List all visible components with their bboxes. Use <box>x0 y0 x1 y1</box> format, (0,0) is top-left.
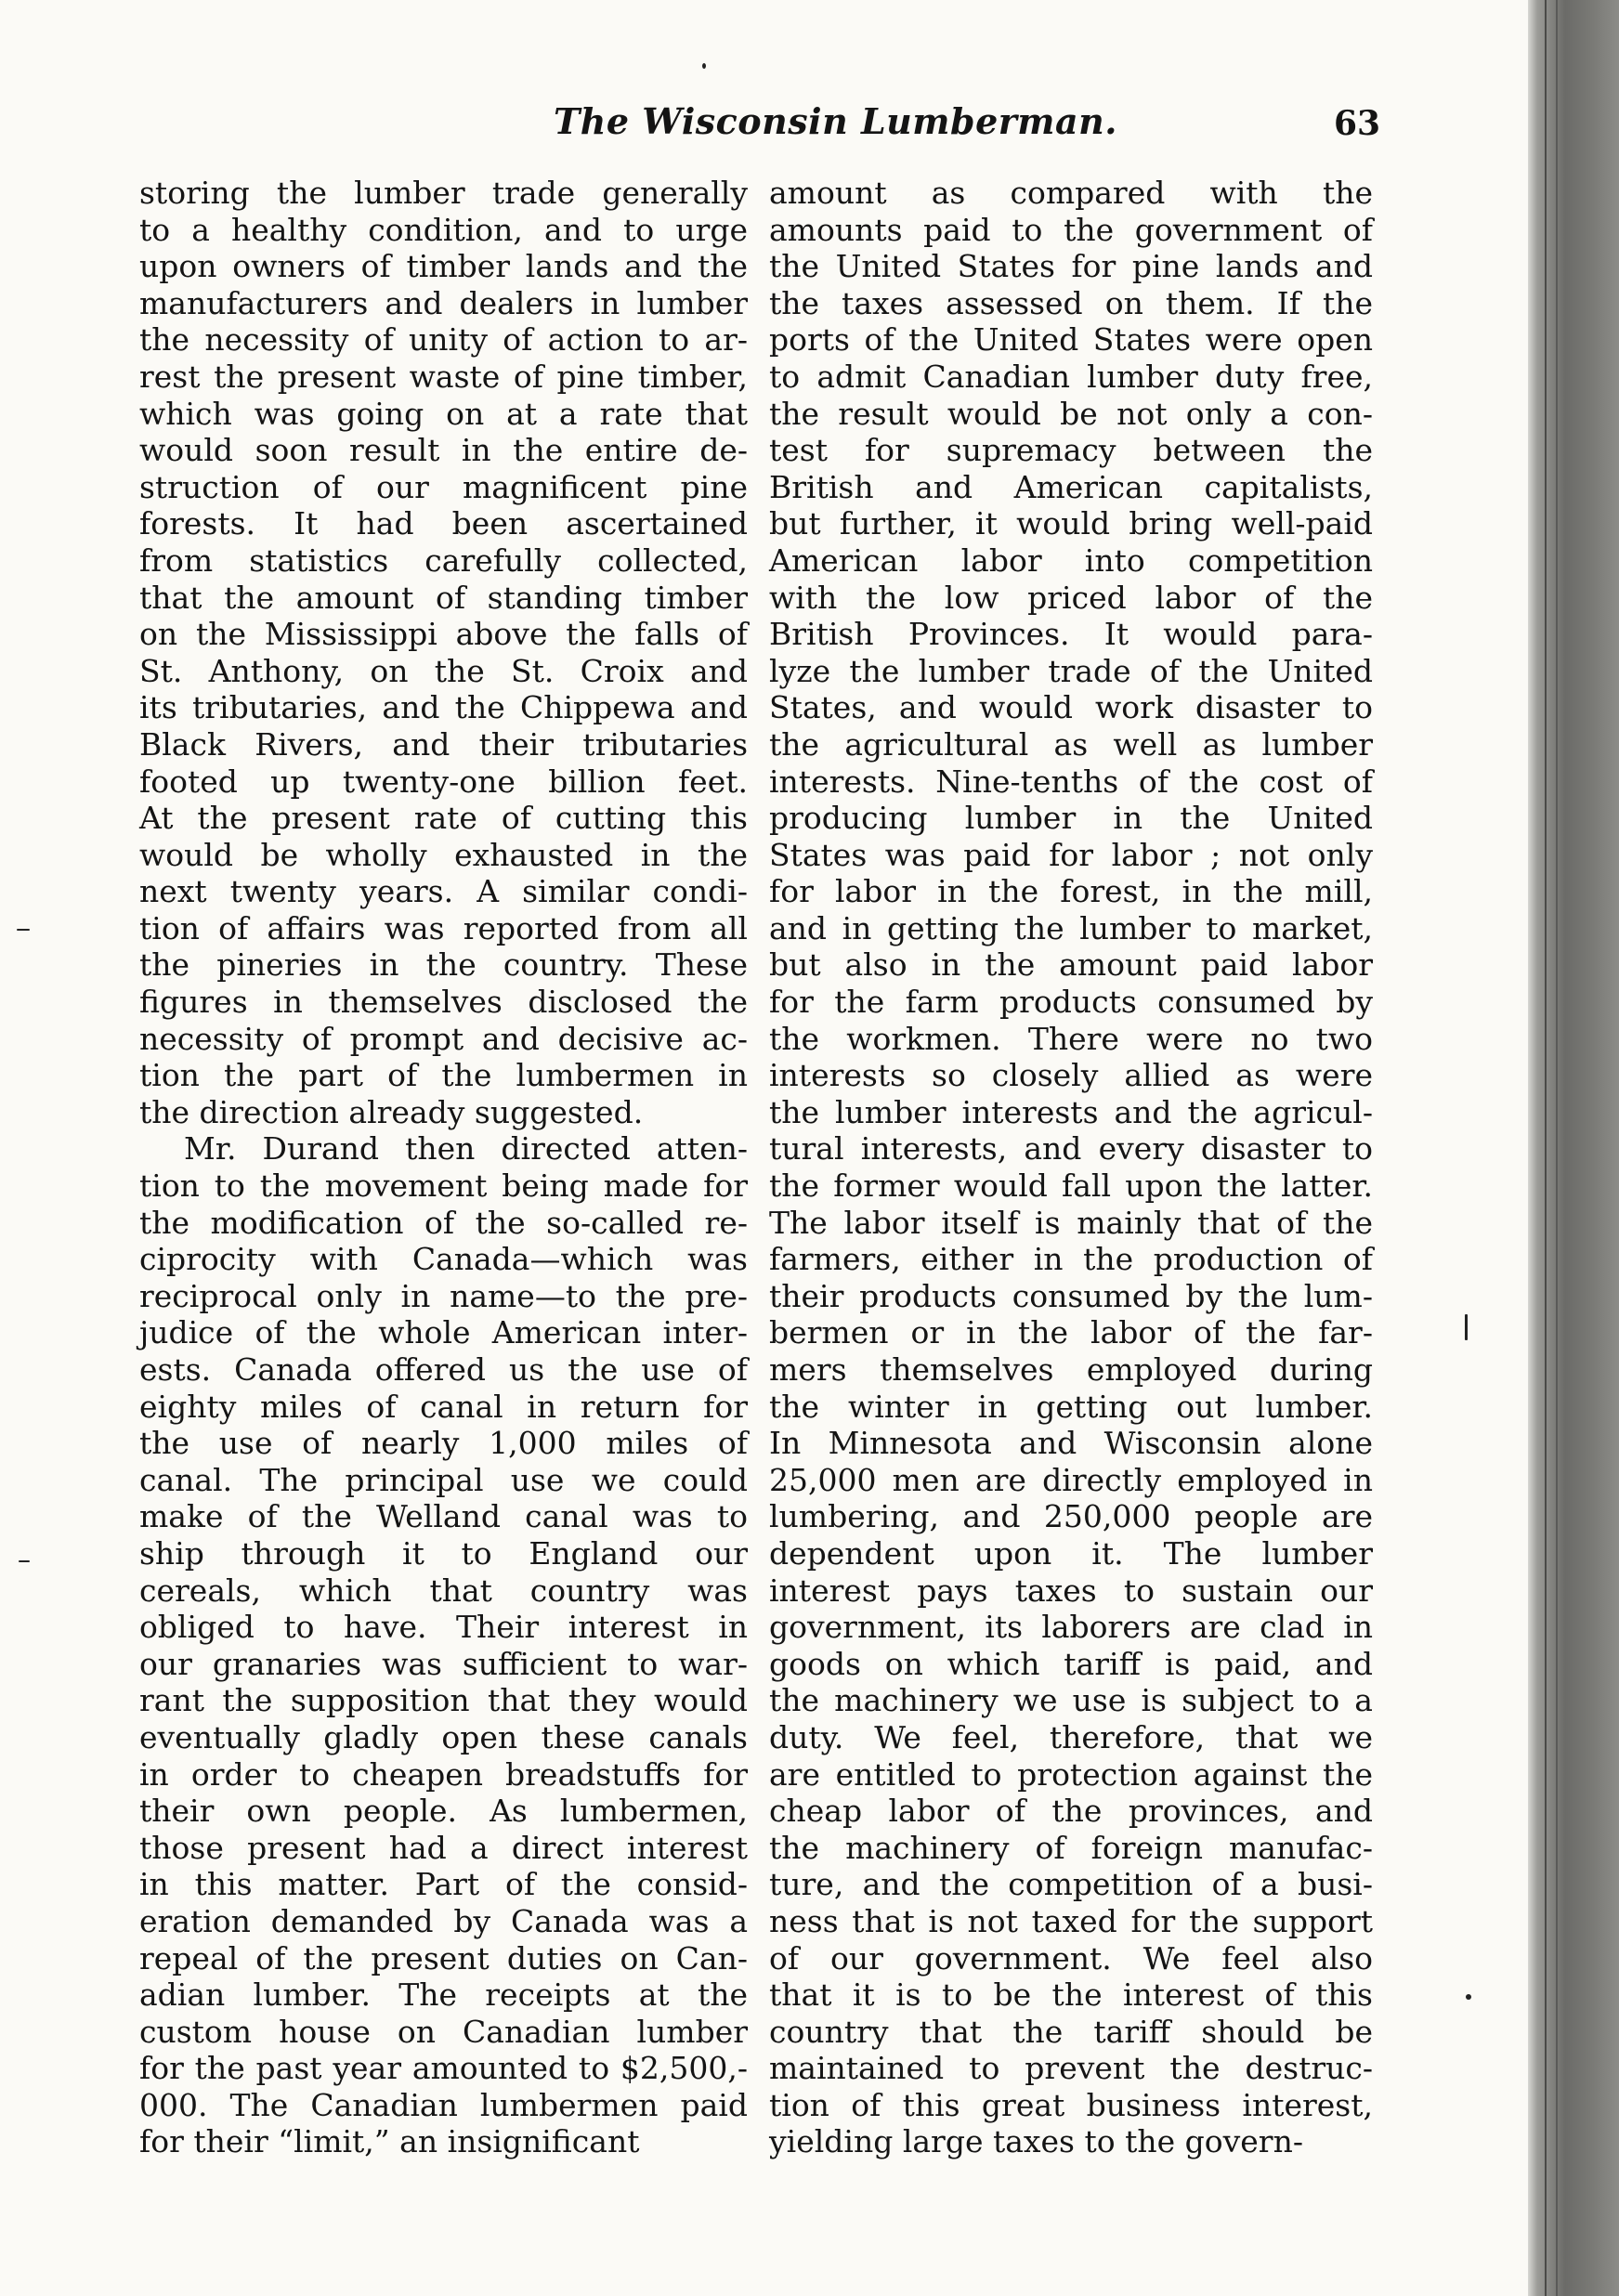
text-line: next twenty years. A similar condi- <box>139 873 748 910</box>
page-edge-shadow <box>1528 0 1619 2296</box>
text-line: adian lumber. The receipts at the <box>139 1976 748 2014</box>
text-line: for their “limit,” an insignificant <box>139 2123 640 2160</box>
scan-speck <box>1465 1314 1468 1340</box>
text-line: tion of this great business interest, <box>769 2086 1373 2123</box>
text-line: the machinery of foreign manufac- <box>769 1829 1373 1866</box>
text-line: cereals, which that country was <box>139 1572 748 1609</box>
running-title: The Wisconsin Lumberman. <box>554 100 1117 142</box>
text-line: farmers, either in the production of <box>769 1241 1373 1278</box>
text-line: ciprocity with Canada—which was <box>139 1241 748 1278</box>
text-line: make of the Welland canal was to <box>139 1498 748 1535</box>
text-line: of our government. We feel also <box>769 1939 1373 1976</box>
text-line: storing the lumber trade generally <box>139 175 748 211</box>
text-line: 000. The Canadian lumbermen paid <box>139 2086 748 2123</box>
text-line: bermen or in the labor of the far- <box>769 1314 1373 1351</box>
text-line: the modification of the so-called re- <box>139 1204 748 1241</box>
text-line: test for supremacy between the <box>769 432 1373 469</box>
text-line: the United States for pine lands and <box>769 248 1373 285</box>
text-line: tion the part of the lumbermen in <box>139 1057 748 1094</box>
text-line: British Provinces. It would para- <box>769 616 1373 653</box>
text-line: the use of nearly 1,000 miles of <box>139 1425 748 1462</box>
text-line: dependent upon it. The lumber <box>769 1534 1373 1572</box>
text-line: ture, and the competition of a busi- <box>769 1866 1373 1903</box>
text-line: the taxes assessed on them. If the <box>769 284 1373 321</box>
text-line: tion to the movement being made for <box>139 1168 748 1205</box>
text-line: tion of affairs was reported from all <box>139 909 748 946</box>
text-line: reciprocal only in name—to the pre- <box>139 1277 748 1314</box>
text-line: forests. It had been ascertained <box>139 505 748 542</box>
text-line: upon owners of timber lands and the <box>139 248 748 285</box>
scan-speck <box>1466 1994 1471 2000</box>
text-line: and in getting the lumber to market, <box>769 909 1373 946</box>
text-line: which was going on at a rate that <box>139 395 748 432</box>
text-line: country that the tariff should be <box>769 2013 1373 2050</box>
scan-speck <box>17 929 30 931</box>
text-line: mers themselves employed during <box>769 1351 1373 1388</box>
text-line: in order to cheapen breadstuffs for <box>139 1755 748 1793</box>
text-line: cheap labor of the provinces, and <box>769 1793 1373 1830</box>
text-line: for labor in the forest, in the mill, <box>769 873 1373 910</box>
page-number: 63 <box>1334 104 1381 143</box>
text-line: ests. Canada offered us the use of <box>139 1351 748 1388</box>
text-line: American labor into competition <box>769 541 1373 579</box>
text-line: eration demanded by Canada was a <box>139 1902 748 1939</box>
scan-speck <box>19 1560 30 1562</box>
text-line: the winter in getting out lumber. <box>769 1388 1373 1425</box>
text-line: necessity of prompt and decisive ac- <box>139 1020 748 1057</box>
text-line: At the present rate of cutting this <box>139 800 748 837</box>
right-text-column <box>769 175 1373 2160</box>
text-line: States was paid for labor ; not only <box>769 836 1373 873</box>
text-line: ports of the United States were open <box>769 321 1373 359</box>
text-line: manufacturers and dealers in lumber <box>139 284 748 321</box>
text-line: but also in the amount paid labor <box>769 946 1373 984</box>
page-edge-line <box>1545 0 1547 2296</box>
text-line: rant the supposition that they would <box>139 1682 748 1719</box>
text-line: struction of our magnificent pine <box>139 468 748 505</box>
text-line: the agricultural as well as lumber <box>769 725 1373 763</box>
text-line: on the Mississippi above the falls of <box>139 616 748 653</box>
text-line: government, its laborers are clad in <box>769 1609 1373 1646</box>
scan-speck <box>702 63 706 69</box>
text-line: interests. Nine-tenths of the cost of <box>769 763 1373 800</box>
text-line: maintained to prevent the destruc- <box>769 2050 1373 2087</box>
text-line: lyze the lumber trade of the United <box>769 652 1373 689</box>
text-line: from statistics carefully collected, <box>139 541 748 579</box>
text-line: producing lumber in the United <box>769 800 1373 837</box>
text-line: canal. The principal use we could <box>139 1461 748 1498</box>
text-line: the result would be not only a con- <box>769 395 1373 432</box>
text-line: ness that is not taxed for the support <box>769 1902 1373 1939</box>
text-line: rest the present waste of pine timber, <box>139 358 748 395</box>
text-line: St. Anthony, on the St. Croix and <box>139 652 748 689</box>
text-line: interest pays taxes to sustain our <box>769 1572 1373 1609</box>
text-line: judice of the whole American inter- <box>139 1314 748 1351</box>
text-line: would be wholly exhausted in the <box>139 836 748 873</box>
text-line: those present had a direct interest <box>139 1829 748 1866</box>
text-line: tural interests, and every disaster to <box>769 1130 1373 1168</box>
text-line: goods on which tariff is paid, and <box>769 1645 1373 1682</box>
text-line: their products consumed by the lum- <box>769 1277 1373 1314</box>
text-line: the lumber interests and the agricul- <box>769 1093 1373 1130</box>
text-line: In Minnesota and Wisconsin alone <box>769 1425 1373 1462</box>
text-line: States, and would work disaster to <box>769 689 1373 726</box>
text-line: are entitled to protection against the <box>769 1755 1373 1793</box>
text-line: to admit Canadian lumber duty free, <box>769 358 1373 395</box>
text-line: the pineries in the country. These <box>139 946 748 984</box>
text-line: yielding large taxes to the govern- <box>769 2123 1303 2160</box>
text-line: that the amount of standing timber <box>139 579 748 616</box>
text-line: figures in themselves disclosed the <box>139 984 748 1021</box>
text-line: amount as compared with the <box>769 175 1373 211</box>
text-line: obliged to have. Their interest in <box>139 1609 748 1646</box>
text-line: ship through it to England our <box>139 1534 748 1572</box>
text-line: to a healthy condition, and to urge <box>139 211 748 248</box>
text-line: the former would fall upon the latter. <box>769 1168 1373 1205</box>
text-line: Mr. Durand then directed atten- <box>184 1130 748 1168</box>
page-edge-line <box>1556 0 1558 2296</box>
text-line: repeal of the present duties on Can- <box>139 1939 748 1976</box>
text-line: that it is to be the interest of this <box>769 1976 1373 2014</box>
text-line: custom house on Canadian lumber <box>139 2013 748 2050</box>
text-line: would soon result in the entire de- <box>139 432 748 469</box>
left-text-column <box>139 175 748 2160</box>
text-line: our granaries was sufficient to war- <box>139 1645 748 1682</box>
text-line: their own people. As lumbermen, <box>139 1793 748 1830</box>
text-line: in this matter. Part of the consid- <box>139 1866 748 1903</box>
text-line: footed up twenty-one billion feet. <box>139 763 748 800</box>
text-line: the direction already suggested. <box>139 1093 644 1130</box>
text-line: 25,000 men are directly employed in <box>769 1461 1373 1498</box>
text-line: eventually gladly open these canals <box>139 1718 748 1755</box>
text-line: the necessity of unity of action to ar- <box>139 321 748 359</box>
text-line: The labor itself is mainly that of the <box>769 1204 1373 1241</box>
text-line: eighty miles of canal in return for <box>139 1388 748 1425</box>
text-line: the machinery we use is subject to a <box>769 1682 1373 1719</box>
text-line: duty. We feel, therefore, that we <box>769 1718 1373 1755</box>
text-line: its tributaries, and the Chippewa and <box>139 689 748 726</box>
text-line: for the past year amounted to $2,500,- <box>139 2050 748 2087</box>
text-line: but further, it would bring well-paid <box>769 505 1373 542</box>
text-line: Black Rivers, and their tributaries <box>139 725 748 763</box>
text-line: the workmen. There were no two <box>769 1020 1373 1057</box>
text-line: with the low priced labor of the <box>769 579 1373 616</box>
page-header <box>0 100 1523 156</box>
text-line: for the farm products consumed by <box>769 984 1373 1021</box>
text-line: British and American capitalists, <box>769 468 1373 505</box>
text-line: interests so closely allied as were <box>769 1057 1373 1094</box>
text-line: amounts paid to the government of <box>769 211 1373 248</box>
text-line: lumbering, and 250,000 people are <box>769 1498 1373 1535</box>
